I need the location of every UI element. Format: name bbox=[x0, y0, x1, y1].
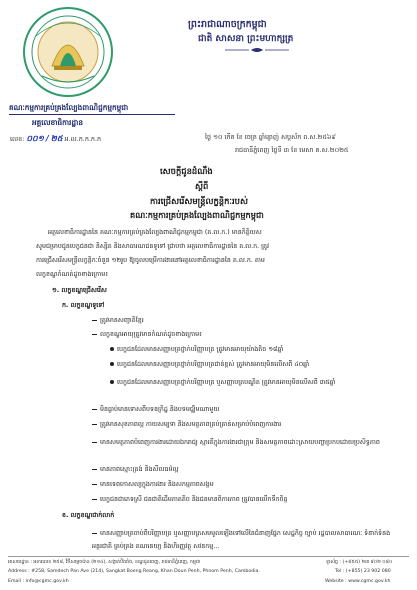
footer-tel: Tel : (+855) 23 902 080 bbox=[335, 569, 391, 574]
list-item: លក្ខខណ្ឌអាយុត្រូវមានកំណត់ដូចខាងក្រោម៖ bbox=[92, 331, 202, 340]
footer-email: Email : info@cgmc.gov.kh bbox=[8, 579, 69, 584]
reference-handwritten-sub: ២៥ bbox=[50, 134, 63, 143]
list-item: មានសមត្ថភាពបំពេញការងារដោយឯករាជ្យ ស្មារតីក្នុងការងារជាក្រុម និងសមត្ថភាពដោះស្រាយបញ្ហាប្រកបដោយប្រសិទ្ធភាព bbox=[92, 436, 392, 449]
section-1a-heading: ក. លក្ខខណ្ឌទូទៅ bbox=[62, 302, 105, 309]
notice-subject-org: គណៈកម្មការគ្រប់គ្រងល្បែងពាណិជ្ជកម្មកម្ពុជា bbox=[130, 210, 264, 220]
list-bullet: បេក្ខជនដែលមានសញ្ញាបត្រថ្នាក់បរិញ្ញាបត្រ ត្រូវមានអាយុយ៉ាងតិច ១៨ឆ្នាំ bbox=[110, 346, 284, 355]
lunar-date: ថ្ងៃ ១០ កើត ខែ ចេត្រ ឆ្នាំម្សាញ់ សប្តស័ក ព.ស.២៥៦៩ bbox=[205, 133, 336, 141]
list-item: ត្រូវមានសញ្ជាតិខ្មែរ bbox=[92, 317, 144, 326]
section-1-heading: ១. លក្ខខណ្ឌជ្រើសរើស bbox=[52, 287, 107, 294]
secretariat-name: អគ្គលេខាធិការដ្ឋាន bbox=[32, 118, 83, 127]
list-item: មានសញ្ញាបត្រចាប់ពីបរិញ្ញាបត្រ ឬសញ្ញាបត្រសមមូលឡើងទៅលើនៃជំនាញផ្នែក សេដ្ឋកិច្ច ច្បាប់ រដ្ឋបាលសាធារណៈ ទំនាក់ទំនងអន្តរជាតិ គ្រប់គ្រង គណនេយ្យ និងហិរញ្ញវត្ថុ សវនកម្ម... bbox=[92, 530, 391, 550]
footer-website: Website : www.cgmc.gov.kh bbox=[325, 579, 391, 584]
footer-address-km: អាសយដ្ឋាន : អគារលេខ ២៥៨, វិថីសម្តេចប៉ាន (២១៤), សង្កាត់បឹងរាំង, ខណ្ឌដូនពេញ, រាជធានីភ្នំពេញ, កម្ពុជា bbox=[8, 560, 201, 565]
ornament-divider-icon bbox=[225, 47, 289, 53]
intro-line: ការជ្រើសរើសមន្ត្រីលក្ខន្តិកៈចំនួន ១២រូប ឱ្យចូលបម្រើការងារនៅអគ្គលេខាធិការដ្ឋាននៃ គ.ល.ក. តាម bbox=[36, 257, 265, 264]
cgmc-seal-logo bbox=[22, 6, 114, 98]
intro-line: សូមជម្រាបជូនបេក្ខជនជា និស្សិត និងសាធារណជនទូទៅ ជ្រាបថា អគ្គលេខាធិការដ្ឋាននៃ គ.ល.ក. ត្រូវ bbox=[36, 243, 270, 250]
list-item: មានភាពស្មោះត្រង់ និងសីលធម៌ល្អ bbox=[92, 466, 179, 475]
list-bullet: បេក្ខជនដែលមានសញ្ញាបត្រថ្នាក់បរិញ្ញាបត្រ ឬសញ្ញាបត្របណ្ឌិត ត្រូវមានអាយុមិនលើសពី ៣៥ឆ្នាំ bbox=[110, 376, 400, 389]
section-1b-heading: ខ. លក្ខខណ្ឌជាក់លាក់ bbox=[62, 512, 115, 519]
organization-name: គណៈកម្មការគ្រប់គ្រងល្បែងពាណិជ្ជកម្មកម្ពុជា bbox=[9, 103, 129, 112]
reference-suffix: អ.ល.ក.ក.ក.ក bbox=[64, 135, 102, 143]
list-item: ត្រូវមានសុខភាពល្អ កាយសម្បទា និងសមត្ថភាពគ្រប់គ្រាន់សម្រាប់បំពេញការងារ bbox=[92, 421, 281, 430]
reference-number bbox=[10, 133, 101, 145]
footer-separator bbox=[8, 556, 409, 557]
notice-subject-label: ស្តីពី bbox=[195, 181, 209, 191]
list-bullet: បេក្ខជនដែលមានសញ្ញាបត្រថ្នាក់បរិញ្ញាបត្រជាន់ខ្ពស់ ត្រូវមានអាយុមិនលើសពី ៤០ឆ្នាំ bbox=[110, 361, 309, 370]
footer-phone-km: ទូរស័ព្ទ : (+៨៥៥) ២៣ ៩០២ ០៨០ bbox=[326, 560, 393, 565]
org-underline bbox=[9, 114, 175, 115]
list-item: បេក្ខជនជាភេទស្រី ជនជាតិដើមភាគតិច និងជនមានពិការភាព ត្រូវបានលើកទឹកចិត្ត bbox=[92, 496, 288, 505]
footer-address-en: Address : #258, Samdech Pan Ave (214), Sangkat Boeng Reang, Khan Doun Penh, Phnom Penh, Cambodia. bbox=[8, 569, 260, 574]
list-item: មិនធ្លាប់មានទោសពីបទឧក្រិដ្ឋ និងបទមជ្ឈិមណាមួយ bbox=[92, 406, 219, 415]
intro-paragraph bbox=[36, 226, 386, 282]
kingdom-heading: ព្រះរាជាណាចក្រកម្ពុជា bbox=[188, 19, 267, 30]
intro-line: លក្ខខណ្ឌកំណត់ដូចខាងក្រោម៖ bbox=[36, 271, 108, 278]
list-item: មានទេពកោសល្យក្នុងការងារ និងសកម្មភាពសង្គម bbox=[92, 481, 214, 490]
solar-date: រាជធានីភ្នំពេញ ថ្ងៃទី ៣ ខែ មេសា គ.ស.២០២៥ bbox=[235, 146, 349, 154]
intro-line: អគ្គលេខាធិការដ្ឋាននៃ គណៈកម្មការគ្រប់គ្រងល្បែងពាណិជ្ជកម្មកម្ពុជា (គ.ល.ក.) មានកិត្តិយស bbox=[48, 229, 262, 236]
notice-subject: ការជ្រើសរើសមន្ត្រីលក្ខន្តិកៈរបស់ bbox=[150, 196, 248, 206]
reference-handwritten-number: ០០១ bbox=[26, 134, 44, 143]
notice-title: សេចក្តីជូនដំណឹង bbox=[160, 166, 213, 176]
reference-slash: / bbox=[45, 134, 49, 143]
national-motto: ជាតិ សាសនា ព្រះមហាក្សត្រ bbox=[198, 34, 294, 44]
reference-prefix: លេខ: bbox=[10, 135, 25, 143]
